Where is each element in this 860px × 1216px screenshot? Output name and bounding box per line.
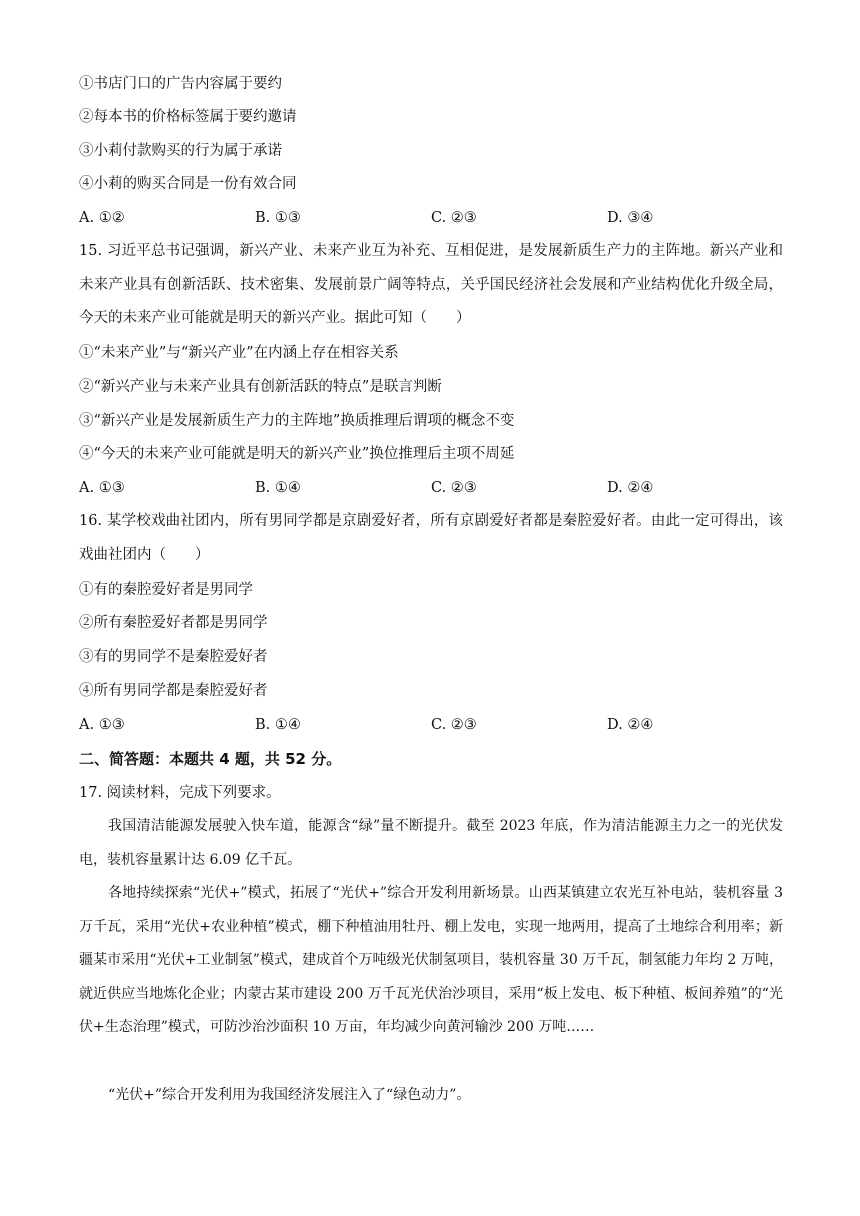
q15-option-c: C. ②③ xyxy=(431,480,477,496)
q14-statement-1: ①书店门口的广告内容属于要约 xyxy=(79,76,282,92)
q14-option-b: B. ①③ xyxy=(255,210,301,226)
q15-option-b: B. ①④ xyxy=(255,480,301,496)
q15-statement-2: ②“新兴产业与未来产业具有创新活跃的特点”是联言判断 xyxy=(79,379,442,395)
q16-option-a: A. ①③ xyxy=(79,717,125,733)
q17-stem: 17. 阅读材料，完成下列要求。 xyxy=(79,785,281,801)
q15-statement-4: ④“今天的未来产业可能就是明天的新兴产业”换位推理后主项不周延 xyxy=(79,446,515,462)
q16-statement-3: ③有的男同学不是秦腔爱好者 xyxy=(79,649,268,665)
q15-stem: 15. 习近平总书记强调，新兴产业、未来产业互为补充、互相促进，是发展新质生产力的主阵地。新兴产业和未来产业具有创新活跃、技术密集、发展前景广阔等特点，关乎国民经济社会发展和产业结构优化升级全局，今天的未来产业可能就是明天的新兴产业。据此可知（ ） xyxy=(79,243,783,326)
q17-paragraph-1: 我国清洁能源发展驶入快车道，能源含“绿”量不断提升。截至 2023 年底，作为清洁能源主力之一的光伏发电，装机容量累计达 6.09 亿千瓦。 xyxy=(79,818,783,868)
q16-stem: 16. 某学校戏曲社团内，所有男同学都是京剧爱好者，所有京剧爱好者都是秦腔爱好者。由此一定可得出，该戏曲社团内（ ） xyxy=(79,513,783,563)
q15-option-a: A. ①③ xyxy=(79,480,125,496)
q16-options xyxy=(79,715,783,735)
q16-statement-2: ②所有秦腔爱好者都是男同学 xyxy=(79,615,268,631)
q15-statement-3: ③“新兴产业是发展新质生产力的主阵地”换质推理后谓项的概念不变 xyxy=(79,413,515,429)
q16-statement-4: ④所有男同学都是秦腔爱好者 xyxy=(79,683,268,699)
q16-option-c: C. ②③ xyxy=(431,717,477,733)
q14-option-c: C. ②③ xyxy=(431,210,477,226)
q14-option-d: D. ③④ xyxy=(607,210,654,226)
q17-paragraph-2: 各地持续探索“光伏+”模式，拓展了“光伏+”综合开发利用新场景。山西某镇建立农光互补电站，装机容量 3 万千瓦，采用“光伏+农业种植”模式，棚下种植油用牡丹、棚上发电，实现一地两用，提高了土地综合利用率；新疆某市采用“光伏+工业制氢”模式，建成首个万吨级光伏制氢项目，装机容量 30 万千瓦，制氢能力年均 2 万吨，就近供应当地炼化企业；内蒙古某市建设 200 万千瓦光伏治沙项目，采用“板上发电、板下种植、板间养殖”的“光伏+生态治理”模式，可防沙治沙面积 10 万亩，年均减少向黄河输沙 200 万吨…… xyxy=(79,885,783,1035)
section-heading: 二、简答题：本题共 4 题，共 52 分。 xyxy=(79,750,342,768)
q15-statement-1: ①“未来产业”与“新兴产业”在内涵上存在相容关系 xyxy=(79,345,399,361)
q15-option-d: D. ②④ xyxy=(607,480,654,496)
q17-paragraph-3: “光伏+”综合开发利用为我国经济发展注入了“绿色动力”。 xyxy=(108,1087,471,1103)
q16-option-b: B. ①④ xyxy=(255,717,301,733)
q16-option-d: D. ②④ xyxy=(607,717,654,733)
q14-statement-2: ②每本书的价格标签属于要约邀请 xyxy=(79,109,297,125)
q14-statement-3: ③小莉付款购买的行为属于承诺 xyxy=(79,143,282,159)
q15-options xyxy=(79,478,783,498)
q16-statement-1: ①有的秦腔爱好者是男同学 xyxy=(79,582,253,598)
q14-option-a: A. ①② xyxy=(79,210,125,226)
q14-statement-4: ④小莉的购买合同是一份有效合同 xyxy=(79,176,297,192)
q14-options xyxy=(79,208,783,228)
